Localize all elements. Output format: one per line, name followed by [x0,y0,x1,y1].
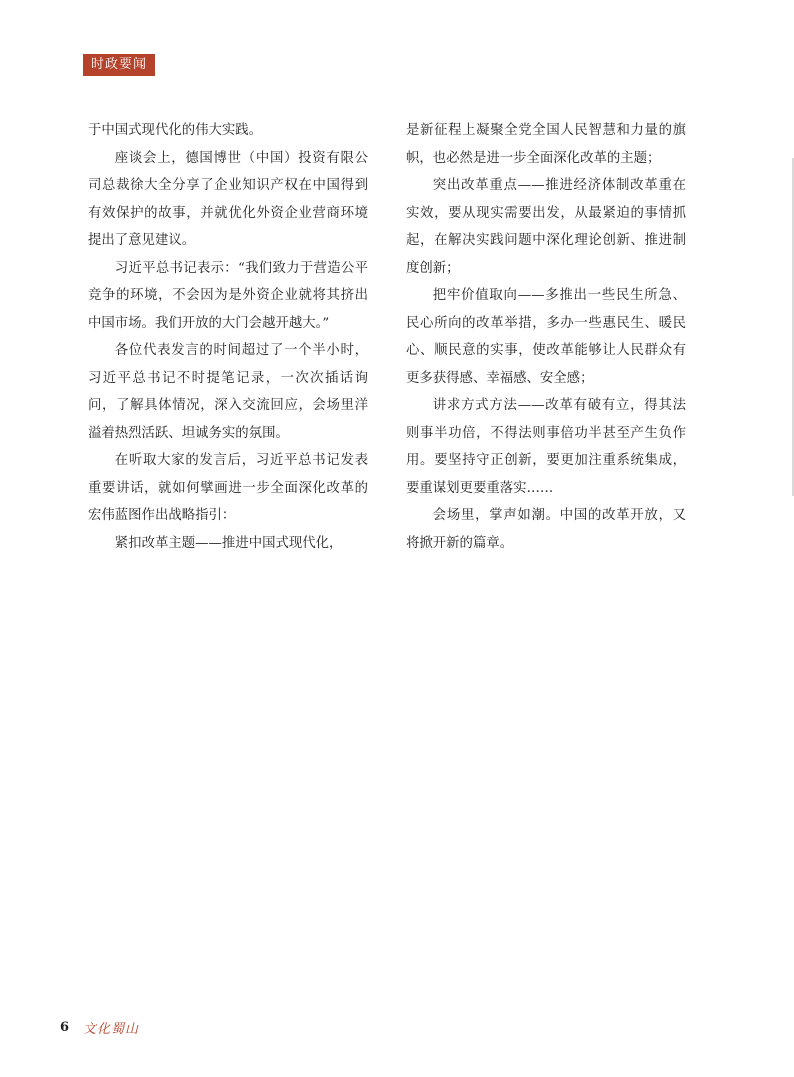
paragraph: 突出改革重点——推进经济体制改革重在实效，要从现实需要出发，从最紧迫的事情抓起，在解决实践问题中深化理论创新、推进制度创新； [406,178,686,276]
paragraph: 紧扣改革主题——推进中国式现代化， [114,535,343,551]
magazine-logo: 文化蜀山 [83,1022,140,1037]
paragraph: 是新征程上凝聚全党全国人民智慧和力量的旗帜，也必然是进一步全面深化改革的主题； [406,123,686,166]
paragraph: 于中国式现代化的伟大实践。 [88,123,263,138]
footer [60,1018,139,1037]
paragraph: 讲求方式方法——改革有破有立，得其法则事半功倍，不得法则事倍功半甚至产生负作用。要坚持守正创新，要更加注重系统集成，要重谋划更要重落实…… [406,398,686,496]
section-tag: 时政要闻 [83,54,155,76]
paragraph: 习近平总书记表示：“我们致力于营造公平竞争的环境，不会因为是外资企业就将其挤出中国市场。我们开放的大门会越开越大。” [88,260,368,331]
right-column [406,117,686,557]
left-column [88,117,368,557]
paragraph: 座谈会上，德国博世（中国）投资有限公司总裁徐大全分享了企业知识产权在中国得到有效保护的故事，并就优化外资企业营商环境提出了意见建议。 [88,150,368,248]
paragraph: 各位代表发言的时间超过了一个半小时，习近平总书记不时提笔记录，一次次插话询问，了解具体情况，深入交流回应，会场里洋溢着热烈活跃、坦诚务实的氛围。 [88,343,368,441]
paragraph: 把牢价值取向——多推出一些民生所急、民心所向的改革举措，多办一些惠民生、暖民心、顺民意的实事，使改革能够让人民群众有更多获得感、幸福感、安全感； [406,288,686,386]
paragraph: 会场里，掌声如潮。中国的改革开放，又将掀开新的篇章。 [406,508,686,551]
page-number: 6 [60,1020,70,1035]
paragraph: 在听取大家的发言后，习近平总书记发表重要讲话，就如何擘画进一步全面深化改革的宏伟蓝图作出战略指引： [88,453,368,523]
